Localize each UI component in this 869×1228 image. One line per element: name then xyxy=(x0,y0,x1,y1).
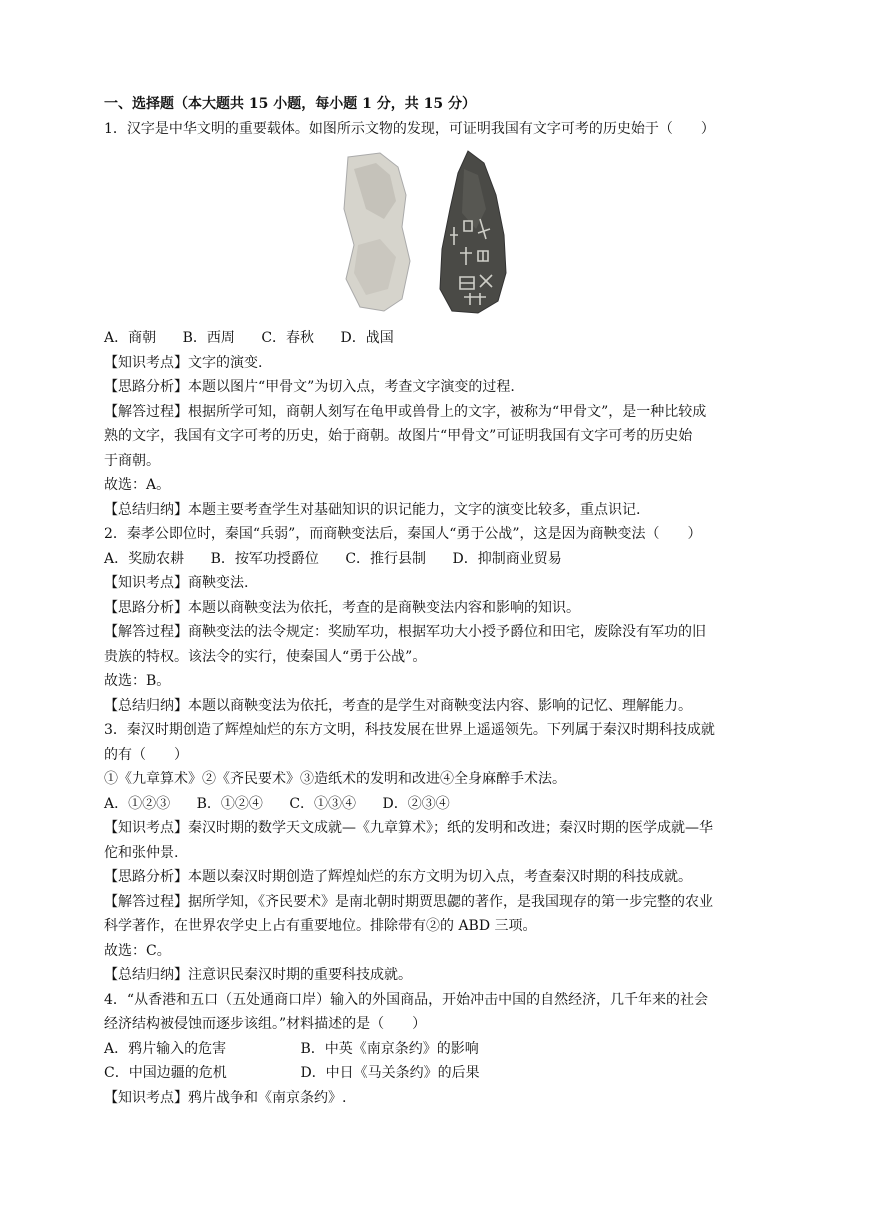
q3-stem-line-2: 的有（ ） xyxy=(104,746,188,763)
q4-option-c: C．中国边疆的危机 xyxy=(104,1065,227,1081)
q1-solution-line-2: 熟的文字，我国有文字可考的历史，始于商朝。故图片“甲骨文”可证明我国有文字可考的历史始 xyxy=(104,428,693,444)
q1-analysis: 【思路分析】本题以图片“甲骨文”为切入点，考查文字演变的过程. xyxy=(104,379,515,395)
q1-solution-line-3: 于商朝。 xyxy=(104,452,160,469)
q1-option-c: C．春秋 xyxy=(261,330,315,346)
q3-option-b: B．①②④ xyxy=(196,795,263,812)
q2-solution-line-2: 贵族的特权。该法令的实行，使秦国人“勇于公战”。 xyxy=(104,648,427,665)
q1-stem: 1．汉字是中华文明的重要载体。如图所示文物的发现，可证明我国有文字可考的历史始于（ ） xyxy=(104,120,715,137)
q3-option-c: C．①③④ xyxy=(289,795,357,812)
q3-knowledge-point-line-1: 【知识考点】秦汉时期的数学天文成就—《九章算术》；纸的发明和改进；秦汉时期的医学成就—华 xyxy=(104,820,713,836)
q1-knowledge-point: 【知识考点】文字的演变. xyxy=(104,354,263,371)
q2-option-d: D．抑制商业贸易 xyxy=(452,550,562,567)
q1-solution-line-1: 【解答过程】根据所学可知，商朝人刻写在龟甲或兽骨上的文字，被称为“甲骨文”，是一种比较成 xyxy=(104,403,707,420)
q2-option-b: B．按军功授爵位 xyxy=(210,550,319,567)
q4-stem-line-1: 4．“从香港和五口（五处通商口岸）输入的外国商品，开始冲击中国的自然经济，几千年来的社会 xyxy=(104,991,709,1008)
q3-knowledge-point-line-2: 佗和张仲景. xyxy=(104,844,179,861)
q4-option-a: A．鸦片输入的危害 xyxy=(104,1040,227,1057)
q2-knowledge-point: 【知识考点】商鞅变法. xyxy=(104,575,249,591)
q4-option-b: B．中英《南京条约》的影响 xyxy=(300,1040,479,1057)
q2-option-c: C．推行县制 xyxy=(345,550,427,567)
q2-answer: 故选：B。 xyxy=(104,673,171,689)
q2-stem: 2．秦孝公即位时，秦国“兵弱”，而商鞅变法后，秦国人“勇于公战”，这是因为商鞅变法（ ） xyxy=(104,526,702,542)
q1-option-d: D．战国 xyxy=(340,330,394,346)
q4-options-row-2 xyxy=(104,1061,772,1086)
q3-option-a: A．①②③ xyxy=(104,795,171,812)
q4-knowledge-point: 【知识考点】鸦片战争和《南京条约》. xyxy=(104,1089,347,1106)
q3-summary: 【总结归纳】注意识民秦汉时期的重要科技成就。 xyxy=(104,967,412,983)
q1-summary: 【总结归纳】本题主要考查学生对基础知识的识记能力，文字的演变比较多，重点识记. xyxy=(104,501,641,518)
q1-option-b: B．西周 xyxy=(182,330,235,346)
q1-answer: 故选：A。 xyxy=(104,477,171,493)
q4-stem-line-2: 经济结构被侵蚀而逐步该组。”材料描述的是（ ） xyxy=(104,1016,427,1032)
q1-options xyxy=(104,326,772,351)
q2-options xyxy=(104,547,772,572)
q3-stem-line-1: 3．秦汉时期创造了辉煌灿烂的东方文明，科技发展在世界上遥遥领先。下列属于秦汉时期科技成就 xyxy=(104,722,715,738)
q2-solution-line-1: 【解答过程】商鞅变法的法令规定：奖励军功，根据军功大小授予爵位和田宅，废除没有军功的旧 xyxy=(104,624,706,640)
q3-solution-line-1: 【解答过程】据所学知，《齐民要术》是南北朝时期贾思勰的著作，是我国现存的第一步完整的农业 xyxy=(104,893,713,910)
q2-analysis: 【思路分析】本题以商鞅变法为依托，考查的是商鞅变法内容和影响的知识。 xyxy=(104,599,580,616)
q3-items: ①《九章算术》②《齐民要术》③造纸术的发明和改进④全身麻醉手术法。 xyxy=(104,771,566,787)
q3-option-d: D．②③④ xyxy=(382,795,450,812)
q3-answer: 故选：C。 xyxy=(104,942,171,959)
q4-options-row-1 xyxy=(104,1037,772,1062)
section-title: 一、选择题（本大题共 15 小题，每小题 1 分，共 15 分） xyxy=(104,96,476,112)
q1-option-a: A．商朝 xyxy=(104,330,157,346)
oracle-bone-image xyxy=(340,149,510,319)
q2-option-a: A．奖励农耕 xyxy=(104,550,185,567)
q3-solution-line-2: 科学著作，在世界农学史上占有重要地位。排除带有②的 ABD 三项。 xyxy=(104,918,537,934)
q3-options xyxy=(104,792,772,817)
document-page xyxy=(104,92,772,1110)
q4-option-d: D．中日《马关条约》的后果 xyxy=(300,1065,480,1081)
q3-analysis: 【思路分析】本题以秦汉时期创造了辉煌灿烂的东方文明为切入点，考查秦汉时期的科技成就。 xyxy=(104,869,692,885)
oracle-bone-figure xyxy=(104,141,772,326)
q2-summary: 【总结归纳】本题以商鞅变法为依托，考查的是学生对商鞅变法内容、影响的记忆、理解能力。 xyxy=(104,697,692,714)
